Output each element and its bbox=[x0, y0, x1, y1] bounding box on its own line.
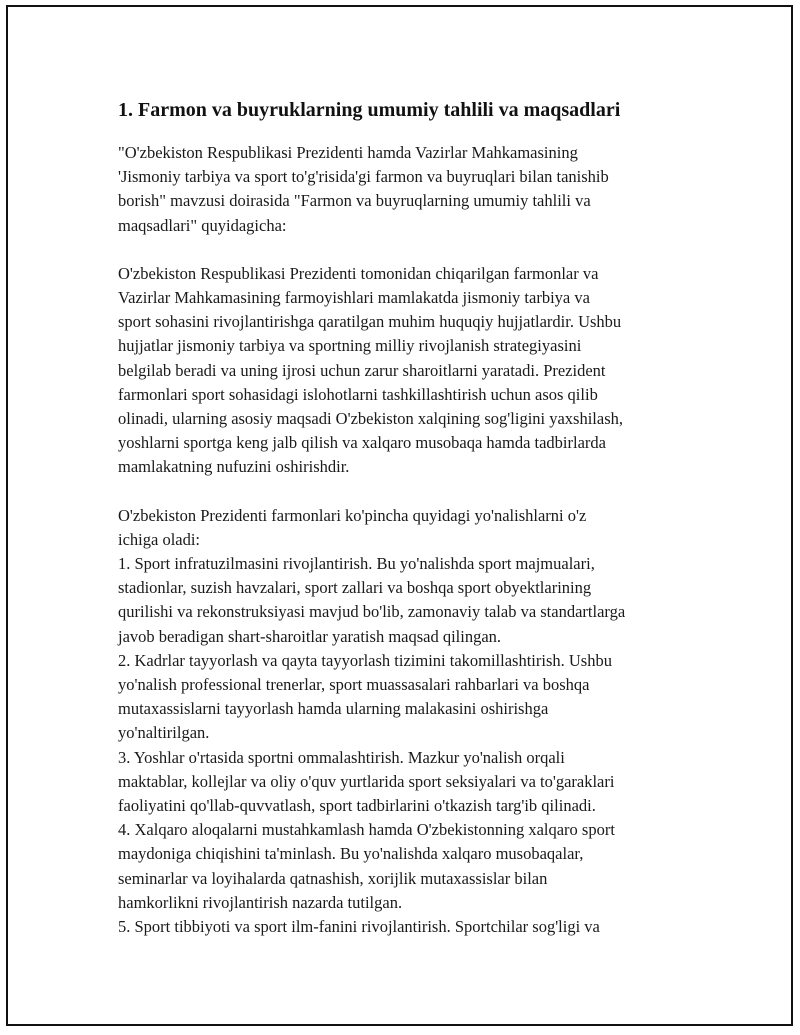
body-paragraph-1 bbox=[118, 262, 698, 480]
text-line: seminarlar va loyihalarda qatnashish, xorijlik mutaxassislar bilan bbox=[118, 868, 548, 888]
list-item-line: 1. Sport infratuzilmasini rivojlantirish. Bu yo'nalishda sport majmualari, bbox=[118, 554, 595, 574]
text-line: javob beradigan shart-sharoitlar yaratish maqsad qilingan. bbox=[118, 626, 502, 646]
text-line: yo'nalish professional trenerlar, sport muassasalari rahbarlari va boshqa bbox=[118, 675, 590, 695]
section-heading: 1. Farmon va buyruklarning umumiy tahlili va maqsadlari bbox=[118, 99, 621, 121]
text-line: 'Jismoniy tarbiya va sport to'g'risida'gi farmon va buyruqlari bilan tanishib bbox=[118, 167, 609, 187]
intro-paragraph bbox=[118, 141, 698, 238]
text-line: mamlakatning nufuzini oshirishdir. bbox=[118, 457, 350, 477]
text-line: O'zbekiston Respublikasi Prezidenti tomonidan chiqarilgan farmonlar va bbox=[118, 263, 599, 283]
list-item-line: 2. Kadrlar tayyorlash va qayta tayyorlash tizimini takomillashtirish. Ushbu bbox=[118, 650, 612, 670]
list-item-line: 5. Sport tibbiyoti va sport ilm-fanini rivojlantirish. Sportchilar sog'ligi va bbox=[118, 917, 600, 937]
text-line: qurilishi va rekonstruksiyasi mavjud bo'lib, zamonaviy talab va standartlarga bbox=[118, 602, 626, 622]
text-line: hujjatlar jismoniy tarbiya va sportning milliy rivojlanish strategiyasini bbox=[118, 336, 582, 356]
text-line: ichiga oladi: bbox=[118, 529, 201, 549]
text-line: mutaxassislarni tayyorlash hamda ularning malakasini oshirishga bbox=[118, 699, 549, 719]
text-line: sport sohasini rivojlantirishga qaratilgan muhim huquqiy hujjatlardir. Ushbu bbox=[118, 312, 622, 332]
document-page bbox=[6, 5, 793, 1026]
text-line: faoliyatini qo'llab-quvvatlash, sport tadbirlarini o'tkazish targ'ib qilinadi. bbox=[118, 796, 596, 816]
text-line: yo'naltirilgan. bbox=[118, 723, 210, 743]
text-line: yoshlarni sportga keng jalb qilish va xalqaro musobaqa hamda tadbirlarda bbox=[118, 433, 606, 453]
text-line: hamkorlikni rivojlantirish nazarda tutilgan. bbox=[118, 892, 403, 912]
text-line: Vazirlar Mahkamasining farmoyishlari mamlakatda jismoniy tarbiya va bbox=[118, 288, 590, 308]
text-line: maktablar, kollejlar va oliy o'quv yurtlarida sport seksiyalari va to'garaklari bbox=[118, 771, 615, 791]
text-line: stadionlar, suzish havzalari, sport zallari va boshqa sport obyektlarining bbox=[118, 578, 592, 598]
text-line: O'zbekiston Prezidenti farmonlari ko'pincha quyidagi yo'nalishlarni o'z bbox=[118, 505, 587, 525]
document-content bbox=[118, 97, 698, 939]
text-line: olinadi, ularning asosiy maqsadi O'zbekiston xalqining sog'ligini yaxshilash, bbox=[118, 409, 624, 429]
list-item-line: 4. Xalqaro aloqalarni mustahkamlash hamda O'zbekistonning xalqaro sport bbox=[118, 820, 615, 840]
text-line: belgilab beradi va uning ijrosi uchun zarur sharoitlarni yaratadi. Prezident bbox=[118, 360, 606, 380]
paragraph-gap bbox=[118, 480, 698, 504]
text-line: maqsadlari" quyidagicha: bbox=[118, 215, 287, 235]
text-line: farmonlari sport sohasidagi islohotlarni tashkillashtirish uchun asos qilib bbox=[118, 384, 598, 404]
list-item-line: 3. Yoshlar o'rtasida sportni ommalashtirish. Mazkur yo'nalish orqali bbox=[118, 747, 565, 767]
paragraph-gap bbox=[118, 238, 698, 262]
text-line: borish" mavzusi doirasida "Farmon va buyruqlarning umumiy tahlili va bbox=[118, 191, 591, 211]
body-paragraph-2 bbox=[118, 504, 698, 940]
text-line: "O'zbekiston Respublikasi Prezidenti hamda Vazirlar Mahkamasining bbox=[118, 143, 578, 162]
text-line: maydoniga chiqishini ta'minlash. Bu yo'nalishda xalqaro musobaqalar, bbox=[118, 844, 584, 864]
